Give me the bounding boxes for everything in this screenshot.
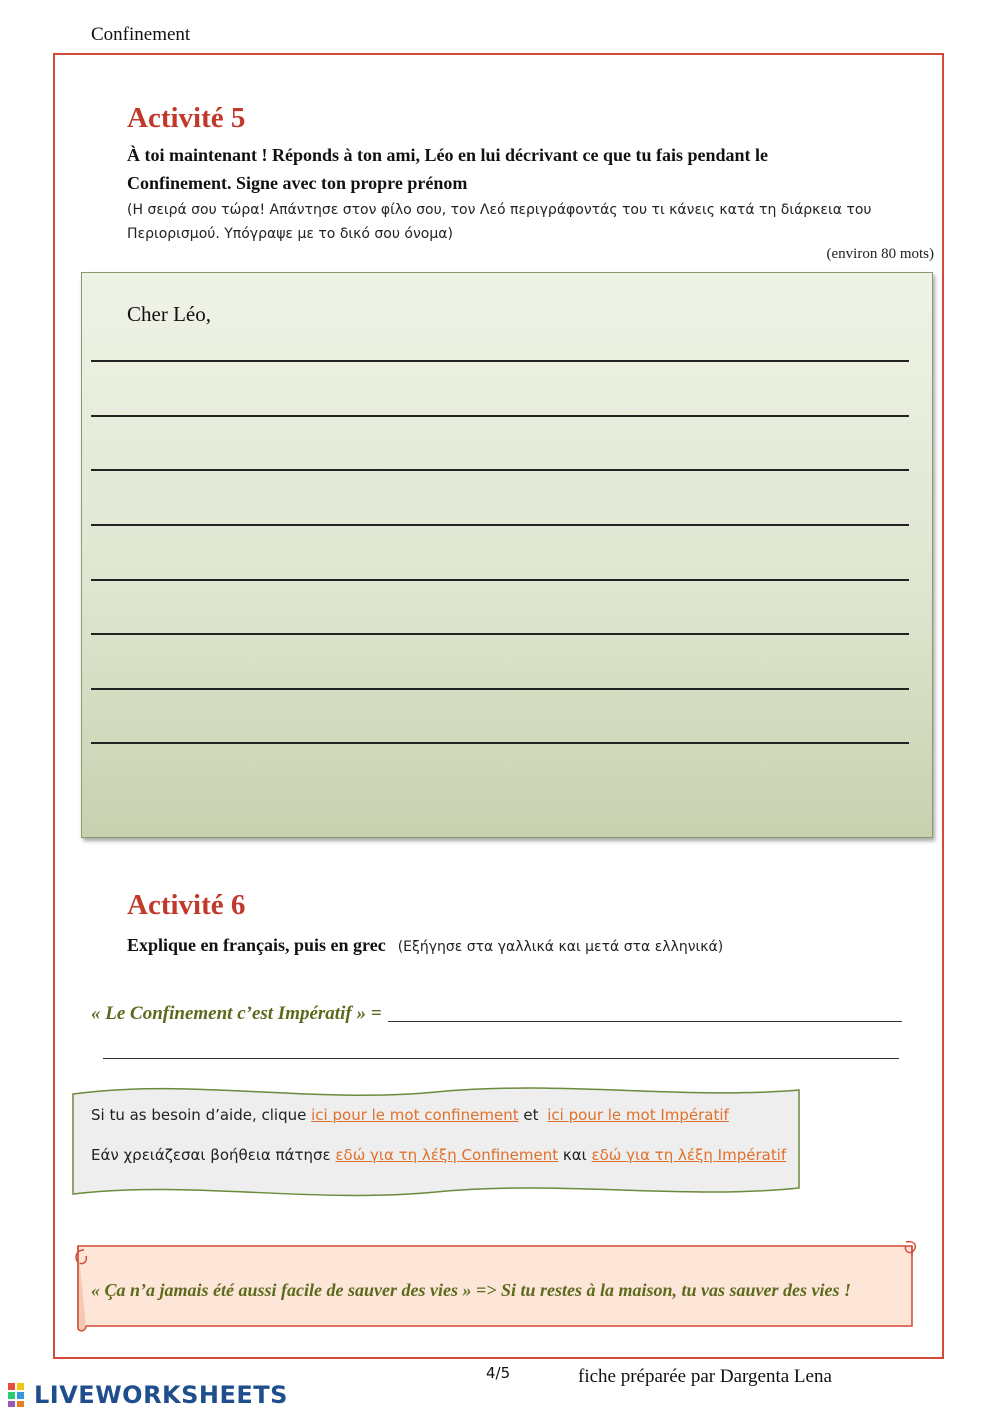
writing-line[interactable] [91,360,909,362]
activity-5-greek-line2: Περιορισμού. Υπόγραψε με το δικό σου όνομα) [127,226,453,242]
activity-6-instruction: Explique en français, puis en grec [127,935,386,955]
link-confinement-gr[interactable]: εδώ για τη λέξη Confinement [335,1146,559,1164]
activity-6-title: Activité 6 [127,889,246,921]
document-header: Confinement [91,24,191,45]
letter-greeting: Cher Léo, [127,302,211,326]
writing-line[interactable] [91,633,909,635]
author-credit: fiche préparée par Dargenta Lena [578,1366,832,1387]
writing-line[interactable] [91,524,909,526]
liveworksheets-icon [8,1383,34,1407]
activity-5-instruction-line1: À toi maintenant ! Réponds à ton ami, Léo en lui décrivant ce que tu fais pendant le [127,145,769,165]
help-line-gr [91,1146,786,1164]
activity-5-greek-line1: (Η σειρά σου τώρα! Απάντησε στον φίλο σου, τον Λεό περιγράφοντάς του τι κάνεις κατά τη διάρκεια του [127,202,872,218]
help-gr-prefix: Εάν χρειάζεσαι βοήθεια πάτησε [91,1146,331,1164]
writing-line[interactable] [91,415,909,417]
help-banner [71,1082,801,1202]
link-imperatif-gr[interactable]: εδώ για τη λέξη Impératif [591,1146,787,1164]
page-number: 4/5 [486,1364,511,1382]
link-imperatif-fr[interactable]: ici pour le mot Impératif [547,1106,729,1124]
word-count-note: (environ 80 mots) [826,246,934,262]
liveworksheets-logo [8,1382,288,1408]
answer-blank-line-2[interactable] [103,1058,899,1059]
answer-blank-line-1[interactable] [388,1021,902,1022]
activity-6-greek-instruction: (Εξήγησε στα γαλλικά και μετά στα ελληνικά) [397,939,724,955]
help-fr-prefix: Si tu as besoin d’aide, clique [91,1106,307,1124]
link-confinement-fr[interactable]: ici pour le mot confinement [311,1106,519,1124]
writing-line[interactable] [91,688,909,690]
help-gr-and: και [562,1146,587,1164]
activity-6-instruction-row [127,931,723,959]
writing-line[interactable] [91,742,909,744]
activity-6-quote: « Le Confinement c’est Impératif » = [91,1003,382,1024]
liveworksheets-brand: LIVEWORKSHEETS [34,1381,288,1409]
slogan-text: « Ça n’a jamais été aussi facile de sauver des vies » => Si tu restes à la maison, tu vas sauver des vies ! [91,1280,851,1300]
activity-5-instruction-line2: Confinement. Signe avec ton propre prénom [127,173,468,193]
help-line-fr [91,1106,729,1124]
letter-writing-box [81,272,933,838]
writing-line[interactable] [91,579,909,581]
activity-5-title: Activité 5 [127,102,246,134]
writing-line[interactable] [91,469,909,471]
help-fr-and: et [523,1106,539,1124]
